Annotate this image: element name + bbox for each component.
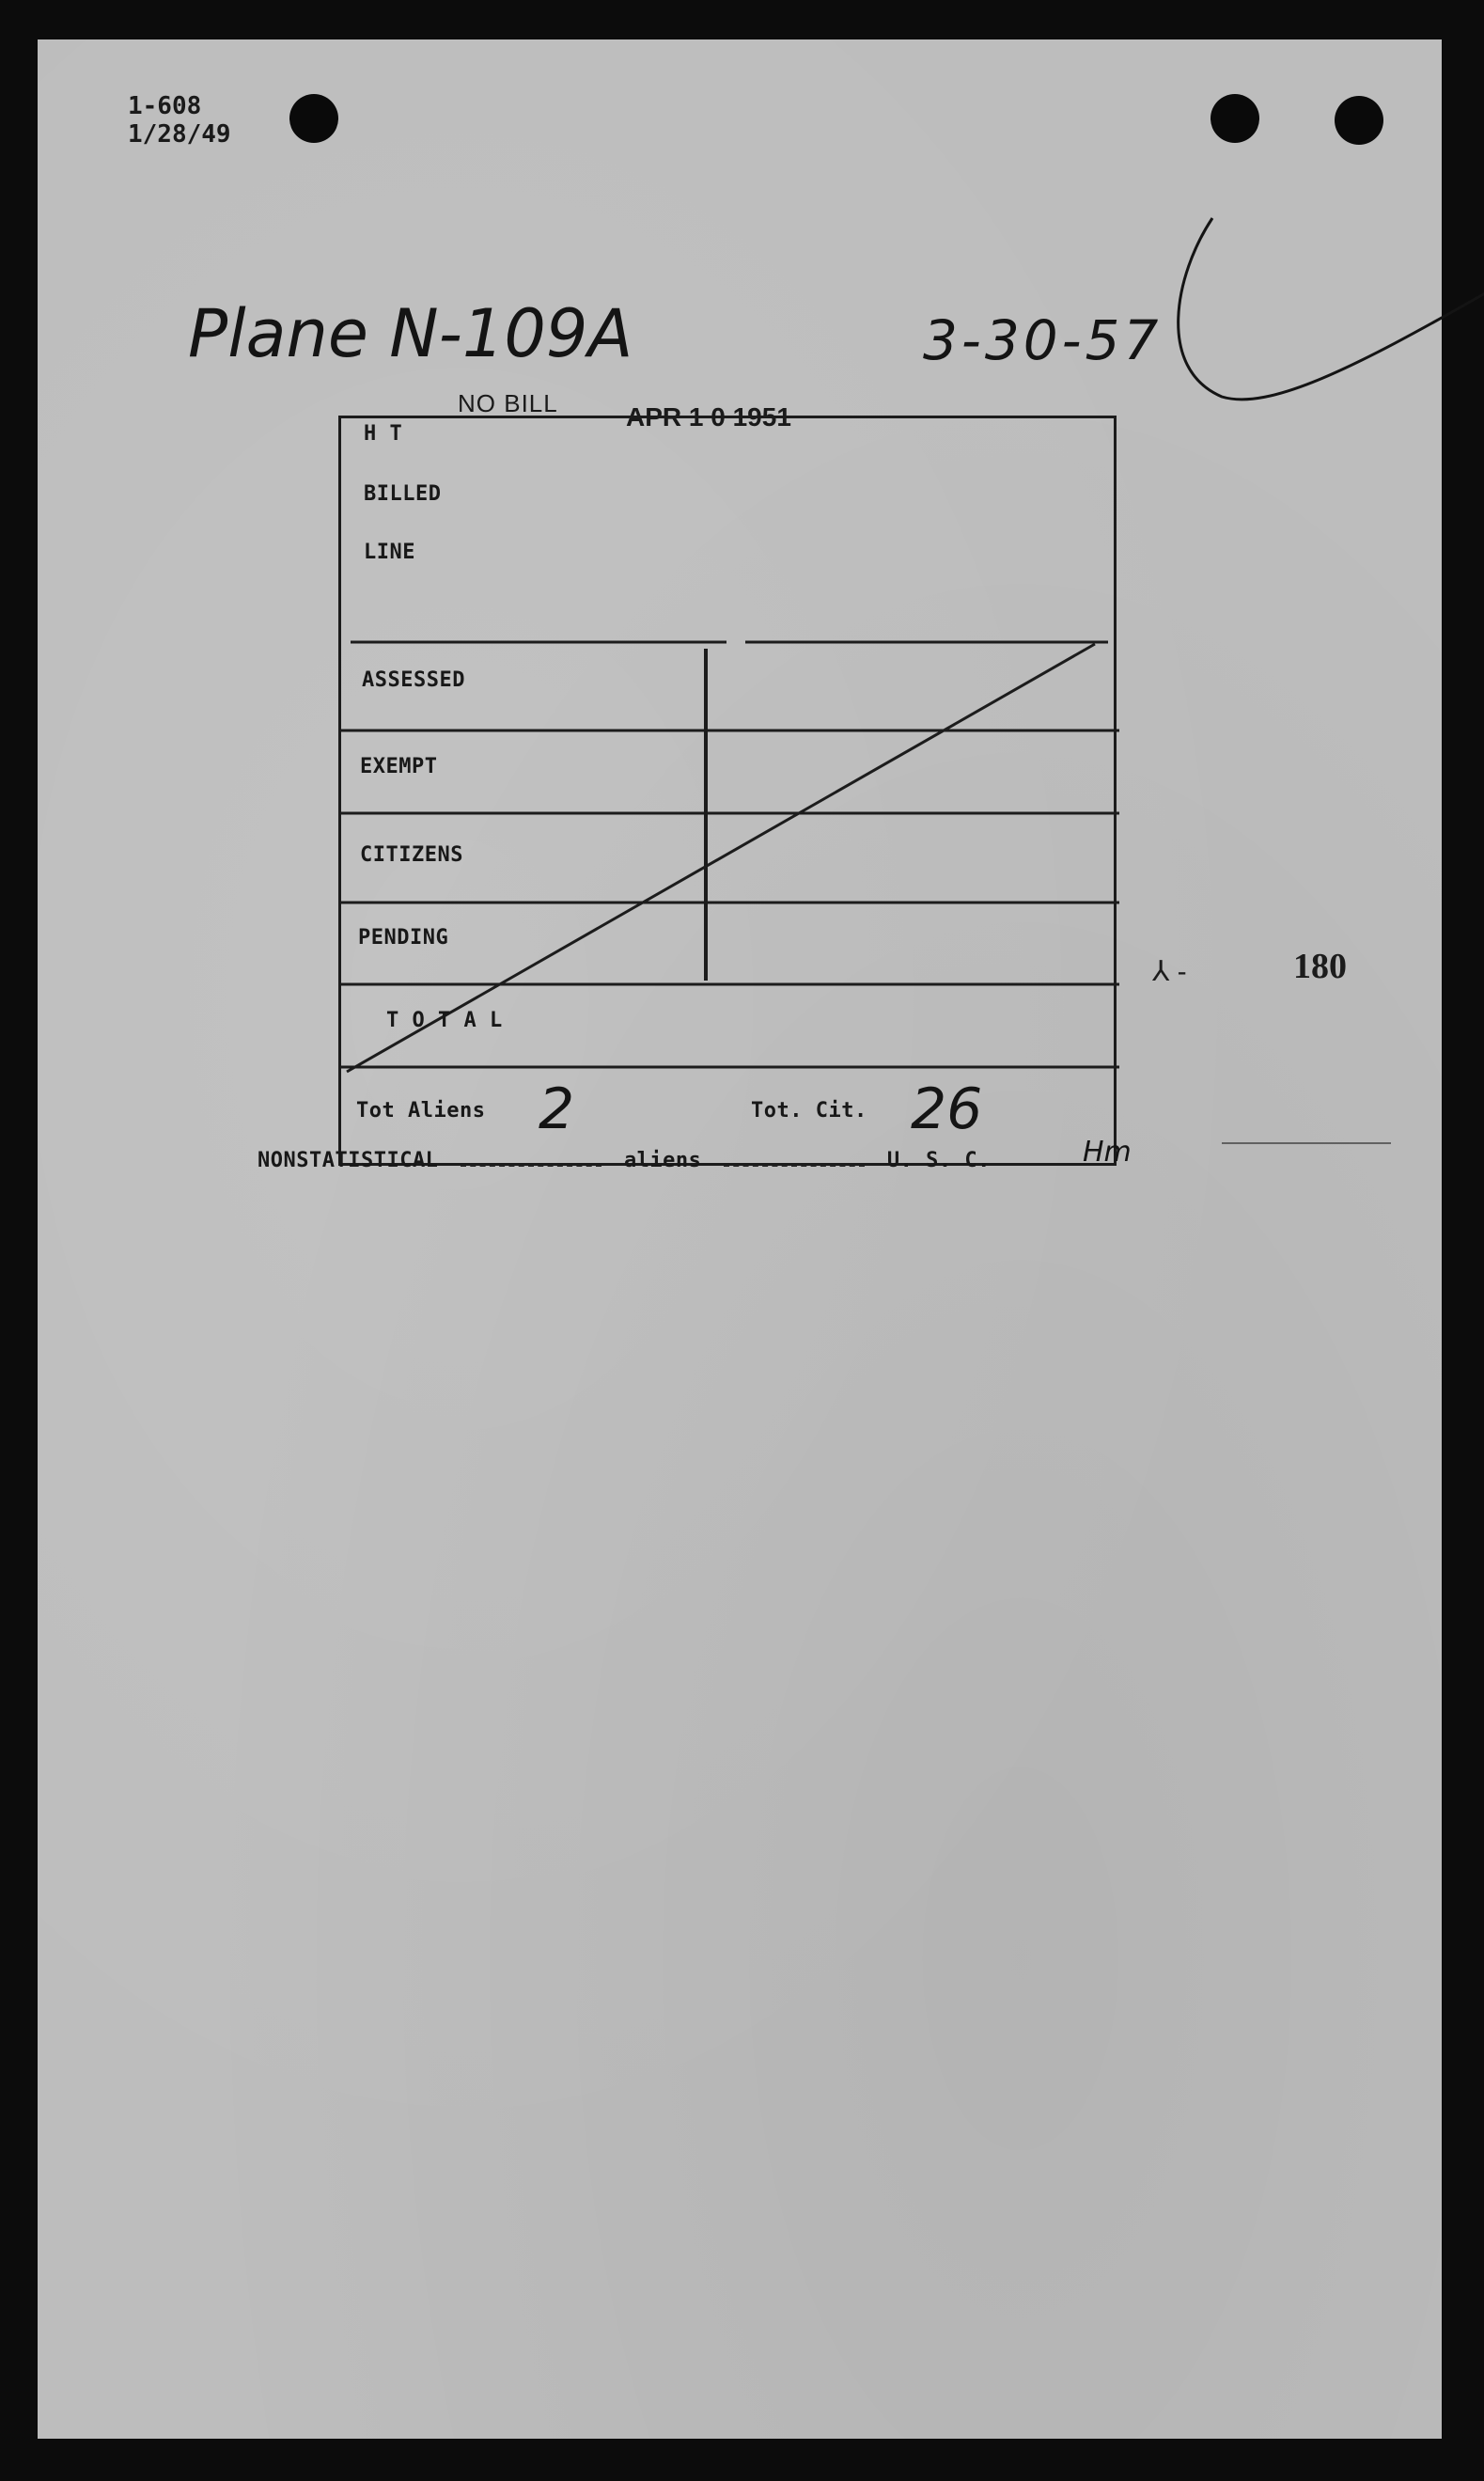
label-ht: H T [364,422,403,446]
usc-label: U. S. C. [886,1149,991,1172]
tot-aliens-value: 2 [539,1076,575,1142]
aliens-label: aliens [623,1149,702,1172]
tot-cit-value: 26 [911,1076,983,1142]
nonstatistical-blank [461,1165,601,1167]
initials-line [1222,1139,1391,1147]
document-page [38,39,1442,2439]
date-stamp: APR 1 0 1951 [626,402,791,432]
form-code [128,92,231,149]
no-bill-stamp: NO BILL [458,389,558,417]
label-total: T O T A L [386,1009,503,1032]
punch-hole-right-1 [1211,94,1259,143]
aliens-blank [724,1165,865,1167]
label-billed: BILLED [364,482,442,506]
initials: Hm [1083,1136,1132,1169]
label-line: LINE [364,541,415,564]
nonstatistical-label: NONSTATISTICAL [258,1149,439,1172]
label-citizens: CITIZENS [360,843,463,867]
plane-number: Plane N-109A [188,295,633,372]
margin-number: 180 [1293,947,1347,986]
label-tot-cit: Tot. Cit. [751,1099,867,1123]
check-mark [1147,162,1484,425]
nonstatistical-line [258,1149,991,1172]
box-grid [341,418,1119,1169]
form-code-line1: 1-608 [128,92,202,120]
label-tot-aliens: Tot Aliens [356,1099,486,1123]
label-pending: PENDING [358,926,449,950]
punch-hole-left [289,94,338,143]
form-code-line2: 1/28/49 [128,120,231,149]
tally-box [338,416,1117,1166]
handwritten-date: 3-30-57 [923,308,1163,372]
punch-hole-right-2 [1335,96,1383,145]
label-exempt: EXEMPT [360,755,438,778]
margin-tick: ⅄ - [1152,956,1187,987]
label-assessed: ASSESSED [362,668,465,692]
